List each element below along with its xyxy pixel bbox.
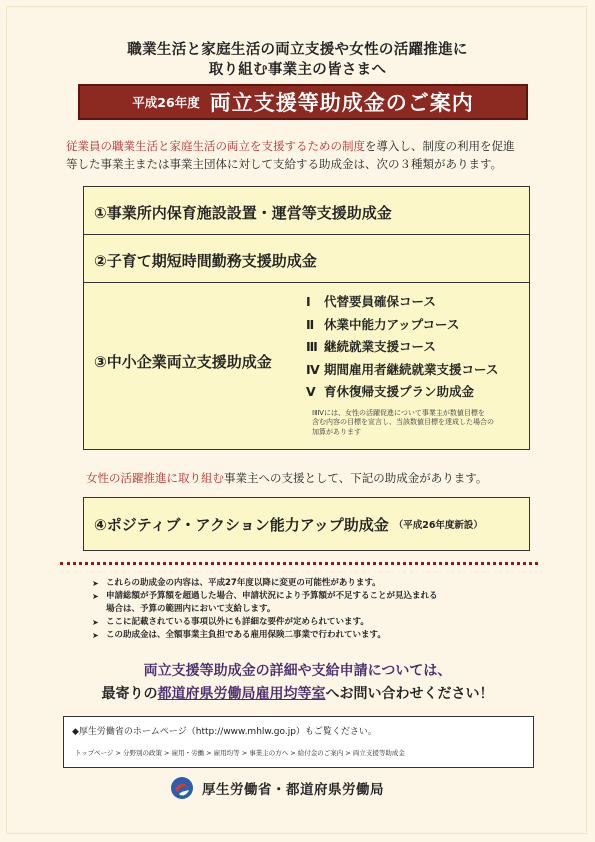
grant-3-title: ③中小企業両立支援助成金 [94,353,272,371]
breadcrumb: トップページ > 分野別の政策 > 雇用・労働 > 雇用均等 > 事業主の方へ > 給付金のご案内 > 両立支援等助成金 [75,749,405,757]
grants-box [83,186,530,450]
course-num: Ⅰ [306,294,311,309]
course-num: Ⅲ [306,339,318,354]
note-text: ここに記載されている事項以外にも詳細な要件が定められています。 [106,617,369,627]
title-banner [78,84,528,120]
page-title: 両立支援等助成金のご案内 [209,91,474,115]
course-item [306,291,521,314]
intro-text [66,137,536,173]
contact-line-1: 両立支援等助成金の詳細や支給申請については、 [143,663,452,679]
ministry-logo-icon [170,776,194,800]
note-item [92,603,532,616]
courses-note [312,409,521,438]
contact-line-2 [0,683,595,703]
contact-text-a: 最寄りの [101,686,158,702]
labor-bureau-link[interactable]: 都道府県労働局雇用均等室 [157,686,326,702]
footer [170,776,384,800]
arrow-icon: ➤ [92,631,99,640]
grant-2-title: ②子育て期短時間勤務支援助成金 [94,252,317,270]
intro-text-1: を導入し、制度の利用を促進 [365,139,515,153]
note-item [92,616,532,629]
contact-text-b: へお問い合わせください！ [325,686,494,702]
note-text: 場合は、予算の範囲内において支給します。 [106,604,276,614]
title-year: 平成26年度 [132,95,200,110]
courses-note-line-1: ⅠⅡⅣには、女性の活躍促進について事業主が数値目標を [312,408,485,417]
women-support-text [86,470,487,486]
grant-1-title: ①事業所内保育施設設置・運営等支援助成金 [94,204,392,222]
note-text: 申請総額が予算額を超過した場合、申請状況により予算額が不足することが見込まれる [106,591,438,601]
note-item [92,590,532,603]
intro-highlight: 従業員の職業生活と家庭生活の両立を支援するための制度 [66,139,365,153]
course-item [306,314,521,337]
grant-row-1 [84,187,529,235]
homepage-box [63,716,534,768]
arrow-icon: ➤ [92,618,99,627]
women-text: 事業主への支援として、下記の助成金があります。 [224,471,488,485]
note-text: この助成金は、全額事業主負担である雇用保険二事業で行われています。 [106,630,386,640]
note-item [92,629,532,642]
course-list [306,291,521,437]
women-highlight: 女性の活躍推進に取り組む [86,471,224,485]
course-item [306,336,521,359]
note-item [92,577,532,590]
courses-note-line-3: 加算があります [312,427,361,436]
arrow-icon: ➤ [92,579,99,588]
note-text: これらの助成金の内容は、平成27年度以降に変更の可能性があります。 [106,578,381,588]
homepage-text: ◆厚生労働省のホームページ（http://www.mhlw.go.jp）もご覧ください。 [72,727,377,737]
dotted-divider [60,562,538,565]
course-label: 期間雇用者継続就業支援コース [324,361,499,377]
grant-row-2 [84,235,529,283]
arrow-icon: ➤ [92,592,99,601]
courses-note-line-2: 含む内容の目標を宣言し、当該数値目標を達成した場合の [312,418,494,426]
notes-list [92,577,532,642]
header-line-2: 取り組む事業主の皆さまへ [208,62,387,78]
course-item [306,359,521,382]
intro-text-2: 等した事業主または事業主団体に対して支給する助成金は、次の３種類があります。 [66,157,503,171]
course-label: 代替要員確保コース [324,294,436,309]
course-label: 継続就業支援コース [324,339,436,354]
grant-4-box [83,497,530,551]
header-line-1: 職業生活と家庭生活の両立支援や女性の活躍推進に [127,42,468,58]
grant-row-3 [84,283,529,449]
grant-4-title: ④ポジティブ・アクション能力アップ助成金 [94,515,389,534]
footer-org-name: 厚生労働省・都道府県労働局 [202,782,384,798]
course-label: 休業中能力アップコース [324,316,460,332]
course-num: Ⅴ [306,384,316,399]
course-num: Ⅱ [306,316,315,332]
course-item [306,381,521,404]
course-num: Ⅳ [306,361,320,377]
indent-spacer [92,603,106,616]
course-label: 育休復帰支援プラン助成金 [324,384,475,399]
grant-4-new-badge: （平成26年度新設） [393,520,483,531]
